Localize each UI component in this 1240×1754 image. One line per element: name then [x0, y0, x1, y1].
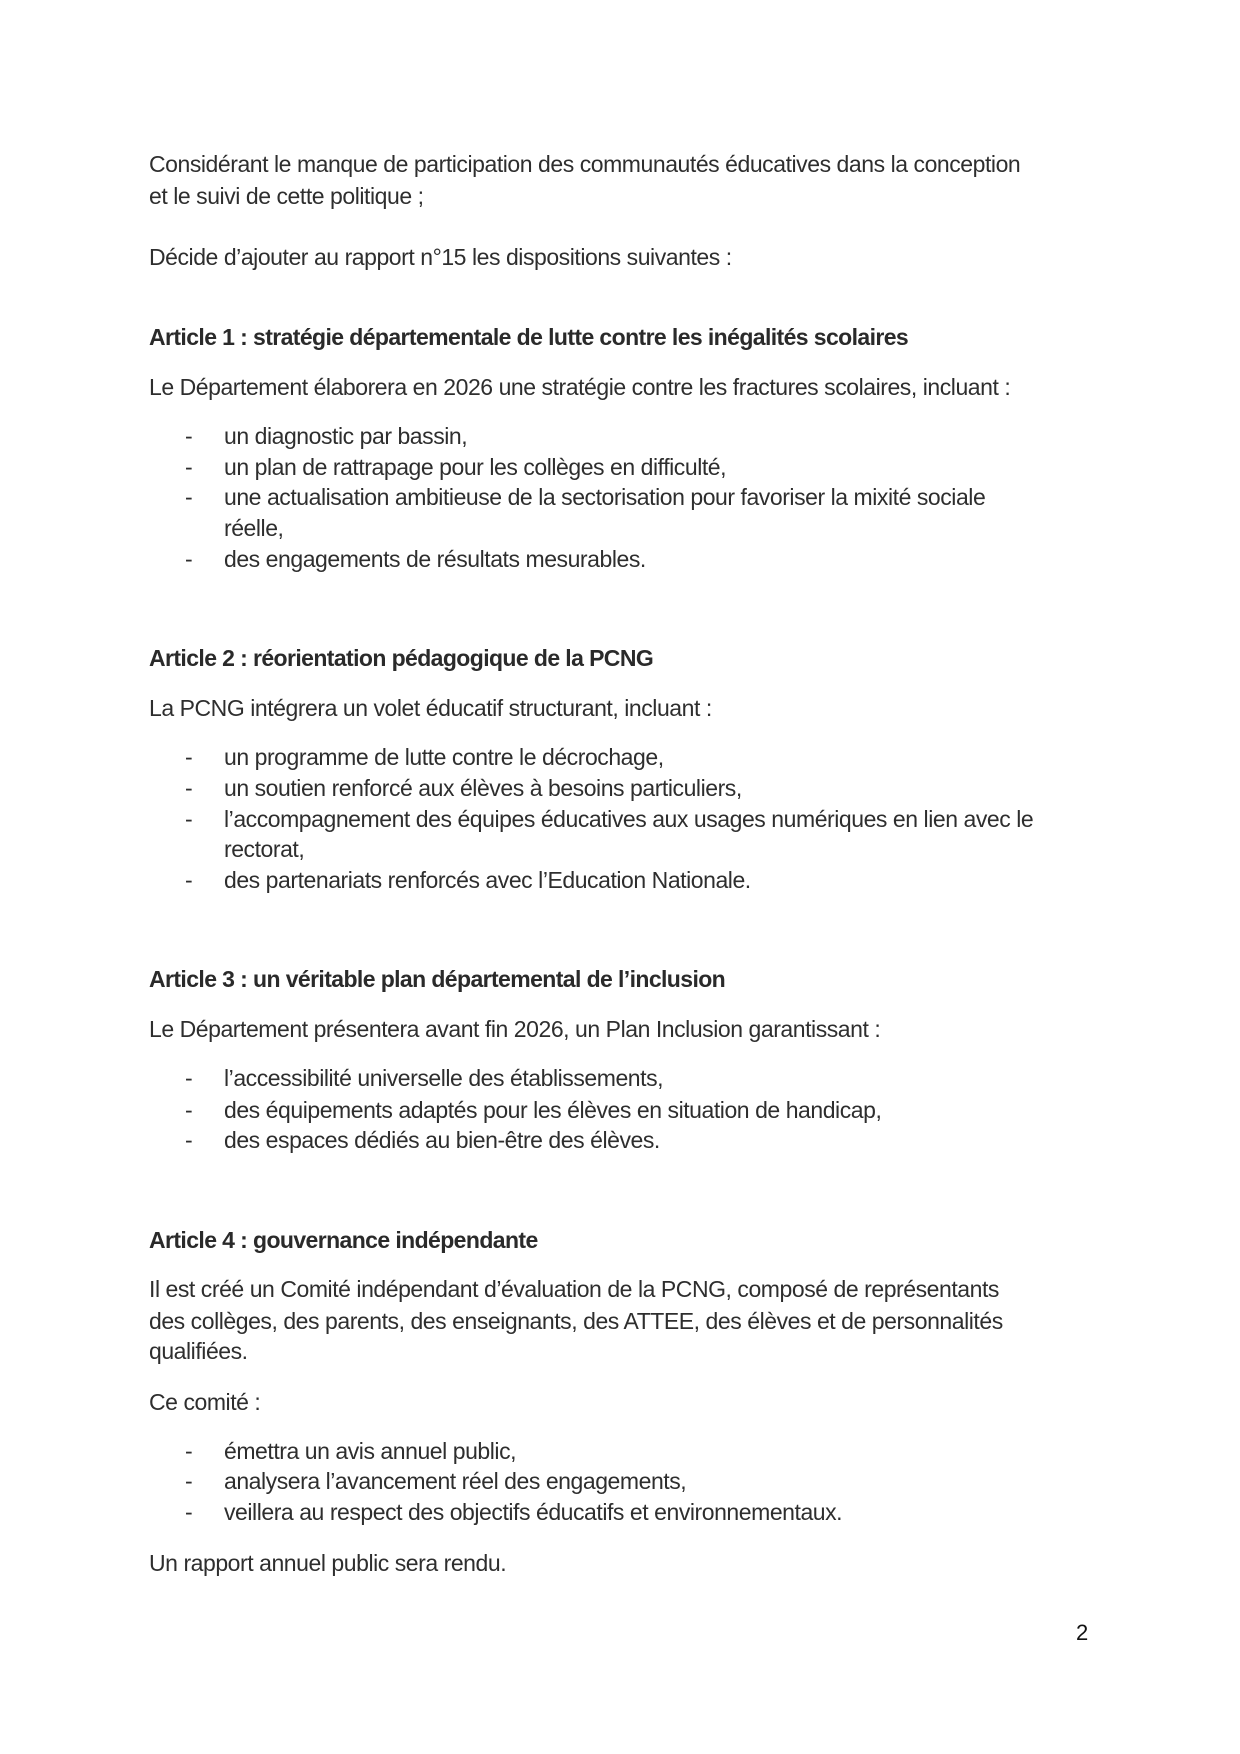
preamble-line-1: Considérant le manque de participation des communautés éducatives dans la conception [149, 151, 1021, 177]
bullet-text: des espaces dédiés au bien-être des élèves. [224, 1127, 660, 1153]
article-3-intro: Le Département présentera avant fin 2026, un Plan Inclusion garantissant : [149, 1016, 881, 1042]
article-4-intro-line-3: qualifiées. [149, 1338, 248, 1364]
bullet-text: émettra un avis annuel public, [224, 1438, 517, 1464]
bullet-marker: - [185, 1438, 193, 1464]
article-4-intro-line-1: Il est créé un Comité indépendant d’évaluation de la PCNG, composé de représentants [149, 1276, 999, 1302]
bullet-marker: - [185, 484, 193, 510]
article-3-heading: Article 3 : un véritable plan départemental de l’inclusion [149, 966, 726, 992]
bullet-text: un programme de lutte contre le décrochage, [224, 744, 664, 770]
bullet-text: l’accompagnement des équipes éducatives aux usages numériques en lien avec le [224, 806, 1034, 832]
bullet-marker: - [185, 1127, 193, 1153]
bullet-marker: - [185, 744, 193, 770]
bullet-marker: - [185, 867, 193, 893]
article-4-heading: Article 4 : gouvernance indépendante [149, 1227, 538, 1253]
bullet-text-continuation: rectorat, [224, 836, 305, 862]
bullet-marker: - [185, 423, 193, 449]
bullet-marker: - [185, 1065, 193, 1091]
bullet-text: un plan de rattrapage pour les collèges en difficulté, [224, 454, 727, 480]
bullet-marker: - [185, 806, 193, 832]
article-1-intro: Le Département élaborera en 2026 une stratégie contre les fractures scolaires, incluant : [149, 374, 1011, 400]
article-4-closing: Un rapport annuel public sera rendu. [149, 1550, 507, 1576]
bullet-text: des engagements de résultats mesurables. [224, 546, 646, 572]
bullet-text: une actualisation ambitieuse de la sectorisation pour favoriser la mixité sociale [224, 484, 986, 510]
bullet-text: veillera au respect des objectifs éducatifs et environnementaux. [224, 1499, 843, 1525]
bullet-marker: - [185, 1468, 193, 1494]
bullet-marker: - [185, 546, 193, 572]
bullet-marker: - [185, 454, 193, 480]
bullet-text: un diagnostic par bassin, [224, 423, 468, 449]
bullet-marker: - [185, 775, 193, 801]
article-2-intro: La PCNG intégrera un volet éducatif structurant, incluant : [149, 695, 712, 721]
bullet-text: analysera l’avancement réel des engagements, [224, 1468, 687, 1494]
preamble-line-2: et le suivi de cette politique ; [149, 183, 424, 209]
bullet-text: des partenariats renforcés avec l’Education Nationale. [224, 867, 751, 893]
bullet-marker: - [185, 1499, 193, 1525]
article-4-intro-line-2: des collèges, des parents, des enseignants, des ATTEE, des élèves et de personnalités [149, 1308, 1003, 1334]
bullet-text: des équipements adaptés pour les élèves en situation de handicap, [224, 1097, 882, 1123]
bullet-marker: - [185, 1097, 193, 1123]
decision-statement: Décide d’ajouter au rapport n°15 les dispositions suivantes : [149, 244, 732, 270]
page-number: 2 [1076, 1620, 1089, 1645]
bullet-text: un soutien renforcé aux élèves à besoins particuliers, [224, 775, 742, 801]
article-2-heading: Article 2 : réorientation pédagogique de la PCNG [149, 645, 654, 671]
article-1-heading: Article 1 : stratégie départementale de lutte contre les inégalités scolaires [149, 324, 909, 350]
bullet-text: l’accessibilité universelle des établissements, [224, 1065, 664, 1091]
bullet-text-continuation: réelle, [224, 515, 284, 541]
article-4-sub-intro: Ce comité : [149, 1389, 261, 1415]
